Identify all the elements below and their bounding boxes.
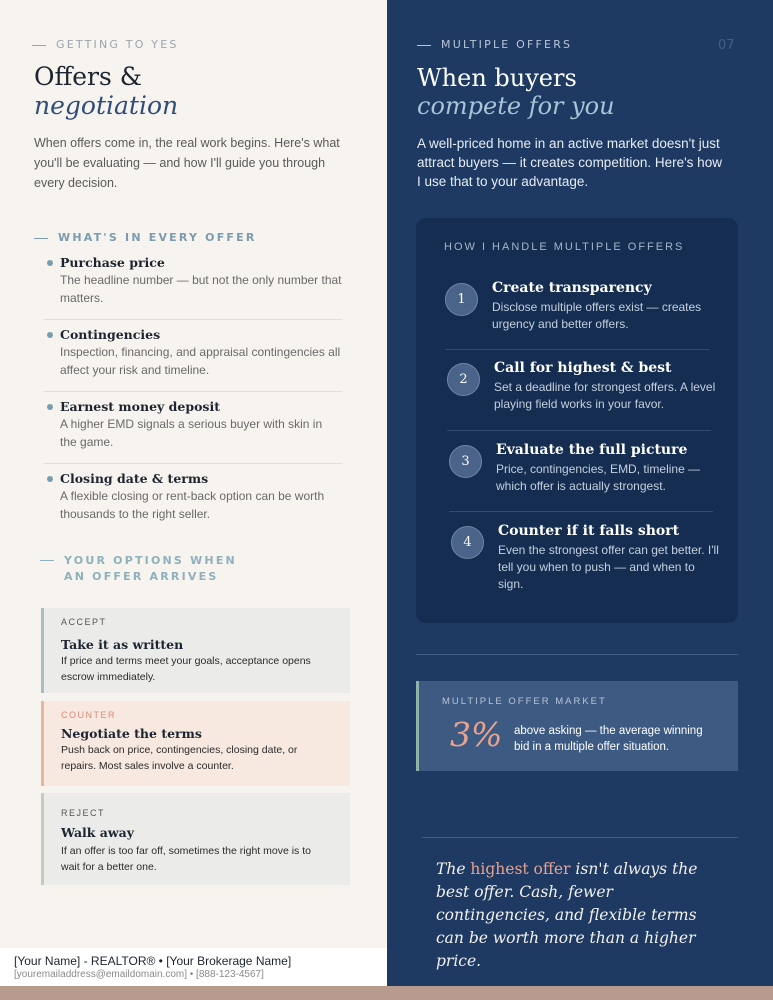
- divider: [44, 391, 342, 392]
- offer-item-desc: A flexible closing or rent-back option can be worth thousands to the right seller.: [60, 489, 325, 521]
- option-accept-card: [41, 608, 350, 693]
- offer-item: [44, 399, 342, 471]
- options-section-heading-text: [64, 553, 237, 585]
- left-title-line2: negotiation: [34, 91, 179, 120]
- offer-section-heading: [34, 231, 257, 244]
- offer-item-title: Earnest money deposit: [60, 399, 220, 414]
- footer-agent-line: [Your Name] - REALTOR® • [Your Brokerage Name]: [14, 954, 292, 968]
- options-section-heading: [40, 553, 237, 585]
- multiple-offers-card: [416, 218, 738, 623]
- right-panel: [387, 0, 773, 986]
- offer-item-desc: The headline number — but not the only number that matters.: [60, 273, 342, 305]
- eyebrow-dash: [417, 45, 431, 46]
- divider: [447, 430, 711, 431]
- stat-callout: [416, 681, 738, 771]
- left-title-line1: Offers &: [34, 62, 143, 91]
- bullet-icon: [47, 332, 53, 338]
- options-heading-line1: YOUR OPTIONS WHEN: [64, 554, 237, 567]
- footer: [0, 948, 387, 986]
- step-desc: Even the strongest offer can get better. I'll tell you when to push — and when to sign.: [498, 543, 719, 591]
- option-title: Take it as written: [61, 637, 184, 652]
- quote-highlight: highest offer: [470, 860, 571, 878]
- stat-label: MULTIPLE OFFER MARKET: [442, 696, 607, 707]
- step-number-badge: 3: [449, 445, 482, 478]
- right-eyebrow: [417, 38, 572, 51]
- step-desc: Price, contingencies, EMD, timeline — which offer is actually strongest.: [496, 462, 701, 493]
- option-counter-card: [41, 701, 350, 786]
- option-reject-card: [41, 793, 350, 885]
- offer-item-title: Closing date & terms: [60, 471, 209, 486]
- offer-item-desc: Inspection, financing, and appraisal contingencies all affect your risk and timeline.: [60, 345, 341, 377]
- option-tag: ACCEPT: [61, 617, 107, 627]
- option-tag: REJECT: [61, 808, 106, 818]
- option-desc: If an offer is too far off, sometimes the right move is to wait for a better one.: [61, 845, 311, 873]
- step-number-badge: 4: [451, 526, 484, 559]
- offer-list: [44, 255, 342, 543]
- offer-item-title: Purchase price: [60, 255, 165, 270]
- divider: [416, 654, 738, 655]
- step-number-badge: 1: [445, 283, 478, 316]
- option-tag: COUNTER: [61, 710, 116, 720]
- right-title-line2: compete for you: [417, 92, 615, 120]
- footer-contact-line: [youremailaddress@emaildomain.com] • [888-123-4567]: [14, 969, 264, 980]
- card-eyebrow: HOW I HANDLE MULTIPLE OFFERS: [444, 241, 685, 253]
- left-eyebrow: [32, 38, 179, 51]
- quote-text-end: isn't always the best offer. Cash, fewer contingencies, and flexible terms can be worth more than a higher price.: [436, 860, 698, 970]
- step-desc: Set a deadline for strongest offers. A level playing field works in your favor.: [494, 380, 716, 411]
- offer-item-title: Contingencies: [60, 327, 161, 342]
- left-eyebrow-text: GETTING TO YES: [56, 38, 179, 51]
- step-title: Create transparency: [492, 280, 652, 296]
- page-number: 07: [718, 38, 735, 53]
- left-intro: When offers come in, the real work begins. Here's what you'll be evaluating — and how I'll guide you through every decision.: [34, 136, 340, 190]
- right-eyebrow-text: MULTIPLE OFFERS: [441, 38, 573, 51]
- divider: [445, 349, 709, 350]
- stat-value: 3%: [450, 715, 503, 754]
- step-title: Call for highest & best: [494, 360, 672, 376]
- step-title: Evaluate the full picture: [496, 442, 688, 458]
- option-desc: If price and terms meet your goals, acceptance opens escrow immediately.: [61, 655, 311, 683]
- section-dash: [34, 238, 48, 239]
- offer-section-heading-text: WHAT'S IN EVERY OFFER: [58, 231, 257, 244]
- right-intro: A well-priced home in an active market doesn't just attract buyers — it creates competition. Here's how I use that to your advantage.: [417, 136, 722, 189]
- offer-item: [44, 471, 342, 543]
- divider: [449, 511, 713, 512]
- offer-item: [44, 327, 342, 399]
- divider: [44, 319, 342, 320]
- option-desc: Push back on price, contingencies, closing date, or repairs. Most sales involve a counter.: [61, 744, 298, 772]
- pull-quote: [436, 858, 726, 973]
- eyebrow-dash: [32, 45, 46, 46]
- quote-text-start: The: [436, 860, 471, 878]
- offer-item: [44, 255, 342, 327]
- stat-text: above asking — the average winning bid in a multiple offer situation.: [514, 725, 703, 753]
- left-panel: [0, 0, 387, 948]
- divider: [422, 837, 738, 838]
- option-title: Walk away: [61, 825, 135, 840]
- bottom-accent-bar: [0, 986, 773, 1000]
- offer-item-desc: A higher EMD signals a serious buyer with skin in the game.: [60, 417, 323, 449]
- right-title-line1: When buyers: [417, 64, 577, 92]
- options-heading-line2: AN OFFER ARRIVES: [64, 570, 219, 583]
- step-title: Counter if it falls short: [498, 523, 680, 539]
- step-number-badge: 2: [447, 363, 480, 396]
- section-dash: [40, 560, 54, 561]
- bullet-icon: [47, 476, 53, 482]
- bullet-icon: [47, 260, 53, 266]
- divider: [44, 463, 342, 464]
- bullet-icon: [47, 404, 53, 410]
- step-desc: Disclose multiple offers exist — creates urgency and better offers.: [492, 300, 702, 331]
- option-title: Negotiate the terms: [61, 726, 202, 741]
